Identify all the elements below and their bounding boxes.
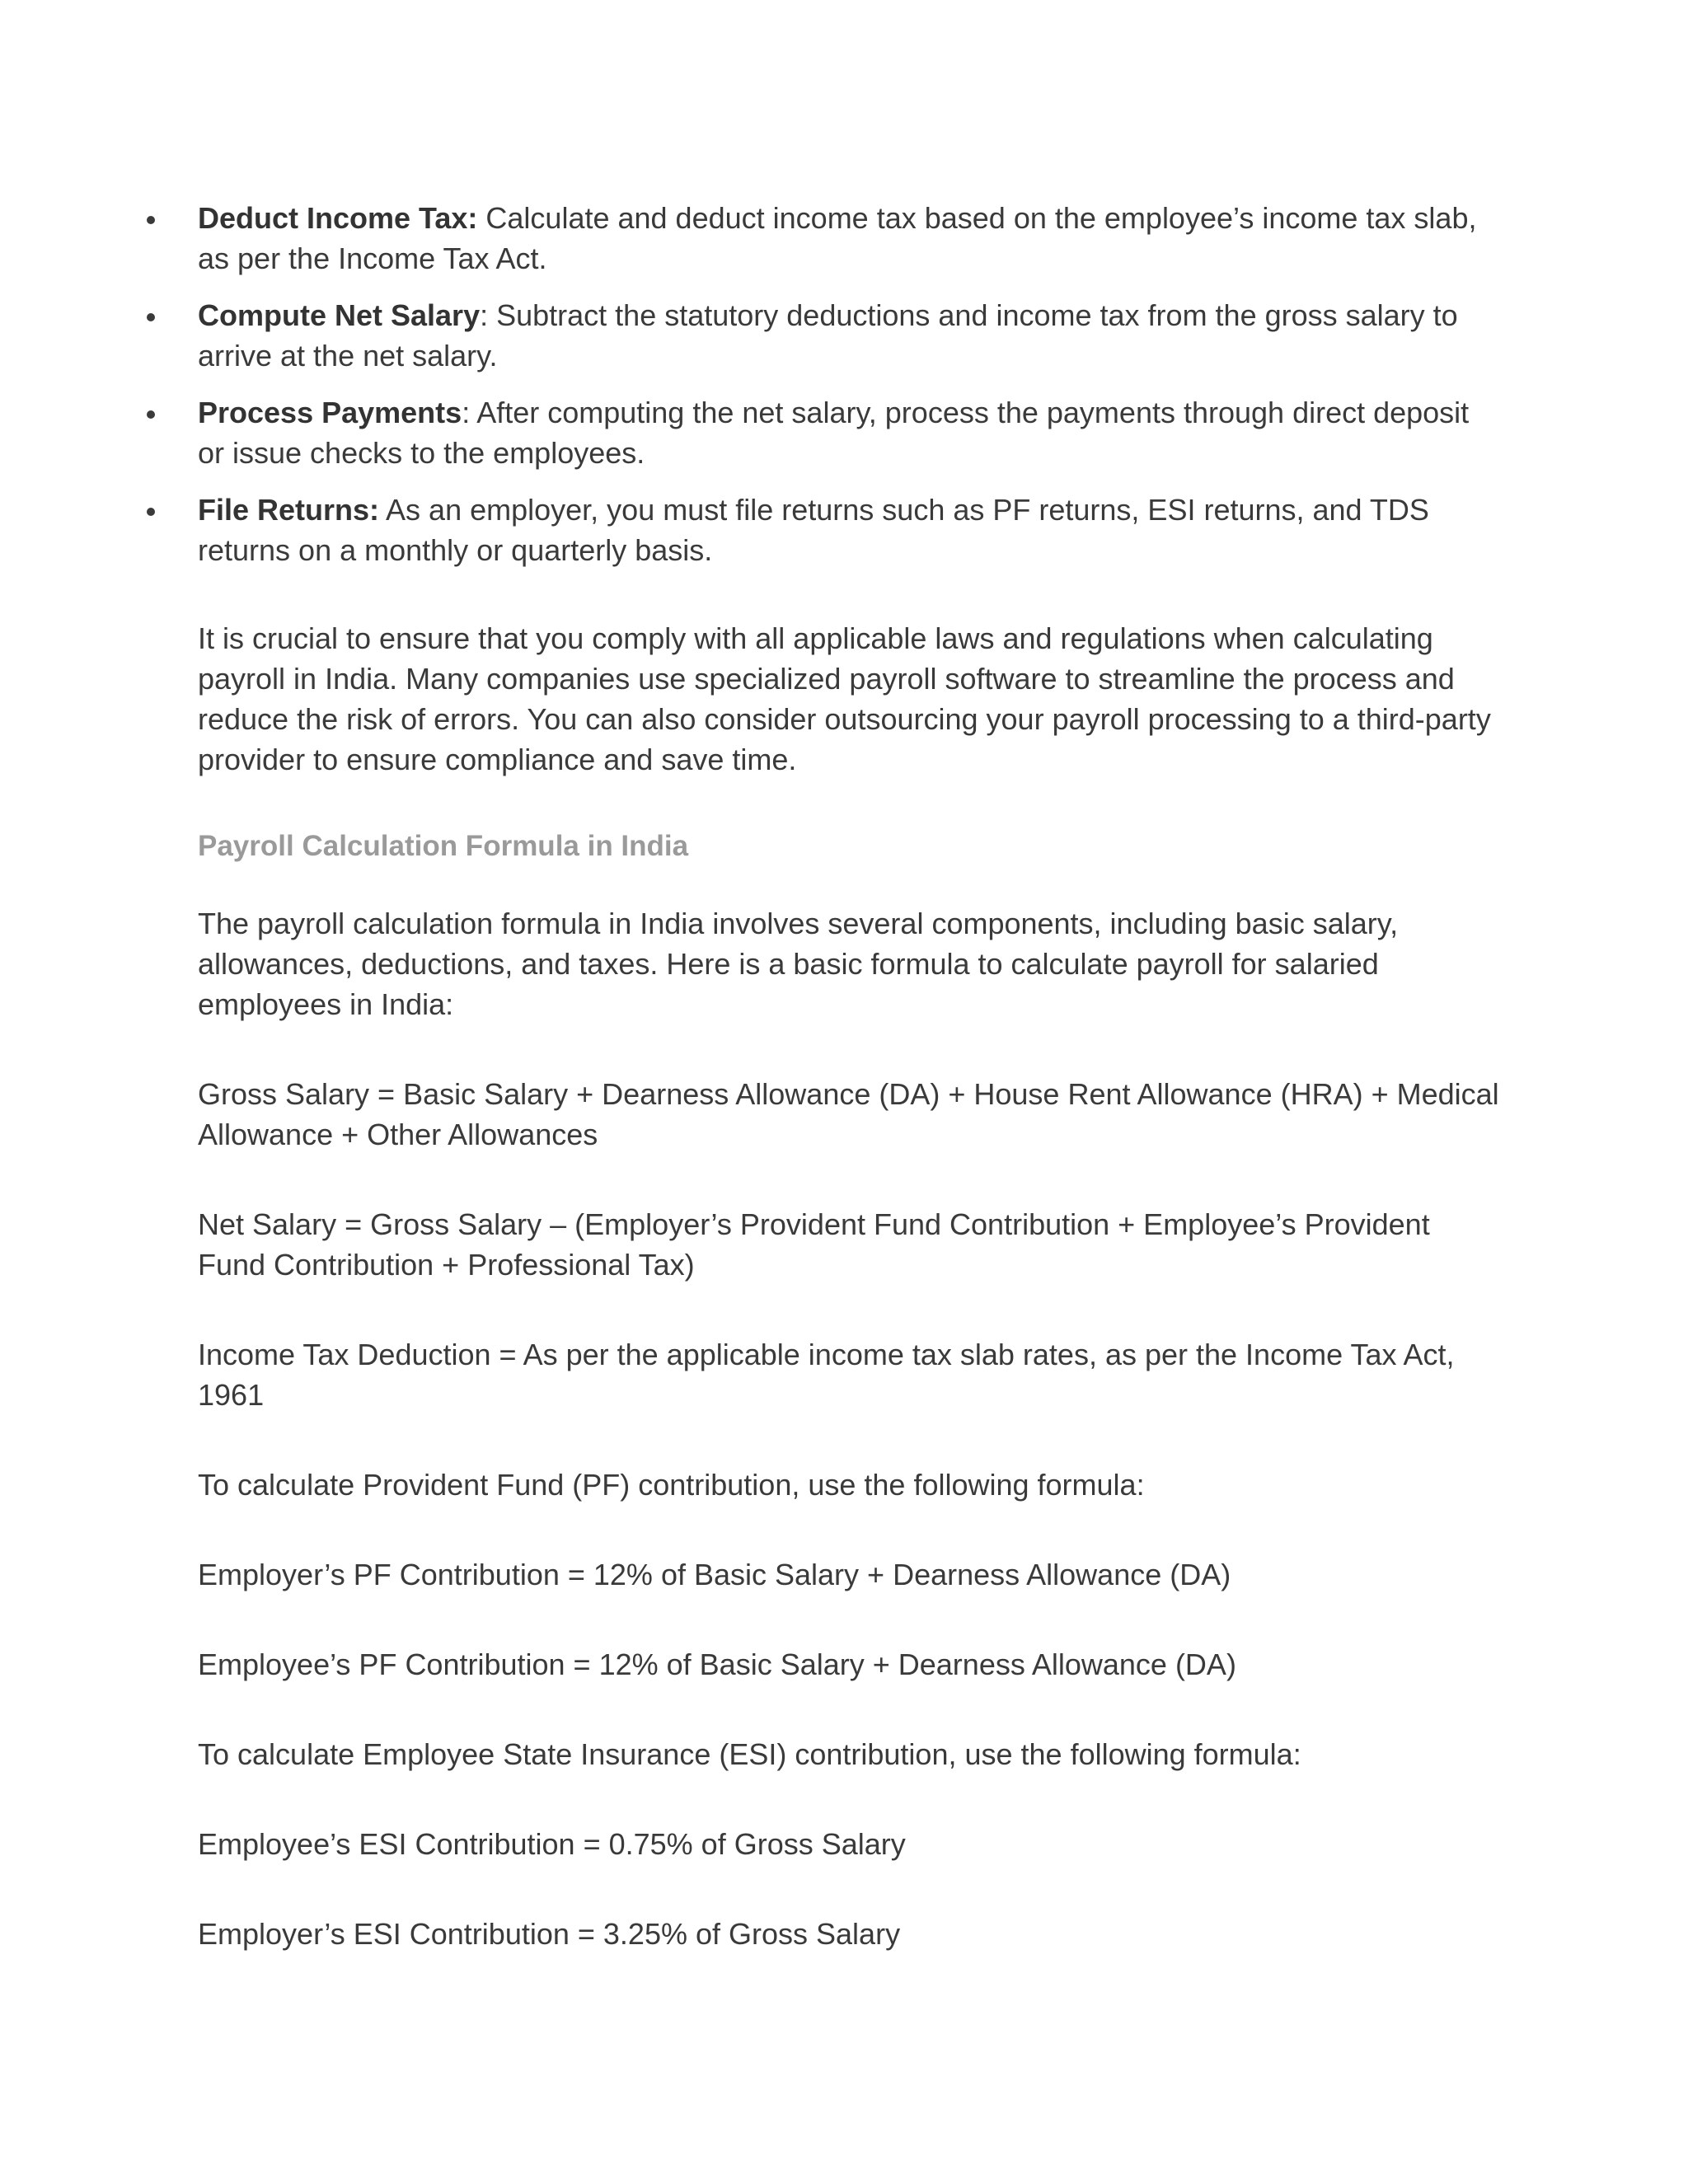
section-intro-paragraph: The payroll calculation formula in India involves several components, including basic salary, allowances, deductions, and taxes. Here is a basic formula to calculate payroll for salaried employees in India: [198,907,1399,1021]
employee-pf-formula: Employee’s PF Contribution = 12% of Basic Salary + Dearness Allowance (DA) [198,1647,1236,1681]
section-heading: Payroll Calculation Formula in India [198,830,689,862]
income-tax-formula: Income Tax Deduction = As per the applicable income tax slab rates, as per the Income Tax Act, 1961 [198,1338,1455,1412]
bullet-text: As an employer, you must file returns such as PF returns, ESI returns, and TDS returns on a monthly or quarterly basis. [198,493,1429,567]
gross-salary-formula: Gross Salary = Basic Salary + Dearness Allowance (DA) + House Rent Allowance (HRA) + Medical Allowance + Other Allowances [198,1077,1499,1151]
employee-esi-formula: Employee’s ESI Contribution = 0.75% of Gross Salary [198,1827,906,1861]
bullet-icon [147,216,155,224]
employer-esi-formula: Employer’s ESI Contribution = 3.25% of Gross Salary [198,1917,901,1951]
bullet-item-compute-net-salary [198,295,1500,376]
compliance-paragraph: It is crucial to ensure that you comply with all applicable laws and regulations when calculating payroll in India. Many companies use specialized payroll software to streamline the process and reduce the risk of errors. You can also consider outsourcing your payroll processing to a third-party provider to ensure compliance and save time. [198,621,1491,776]
bullet-icon [147,410,155,419]
bullet-item-file-returns [198,490,1500,570]
bullet-item-deduct-income-tax [198,198,1500,279]
pf-intro-text: To calculate Provident Fund (PF) contribution, use the following formula: [198,1468,1145,1502]
bullet-label: Process Payments [198,396,462,429]
bullet-icon [147,313,155,321]
bullet-label: File Returns: [198,493,380,527]
net-salary-formula: Net Salary = Gross Salary – (Employer’s Provident Fund Contribution + Employee’s Provident Fund Contribution + Professional Tax) [198,1207,1430,1282]
document-content [198,198,1500,1954]
bullet-text: Calculate and deduct income tax based on the employee’s income tax slab, as per the Income Tax Act. [198,201,1477,275]
employer-pf-formula: Employer’s PF Contribution = 12% of Basic Salary + Dearness Allowance (DA) [198,1558,1231,1591]
steps-bullet-list [198,198,1500,570]
bullet-icon [147,508,155,516]
bullet-label: Deduct Income Tax: [198,201,478,235]
bullet-label: Compute Net Salary [198,298,481,332]
bullet-item-process-payments [198,392,1500,473]
bullet-text: : After computing the net salary, process the payments through direct deposit or issue checks to the employees. [198,396,1470,470]
bullet-text: : Subtract the statutory deductions and income tax from the gross salary to arrive at the net salary. [198,298,1458,373]
esi-intro-text: To calculate Employee State Insurance (ESI) contribution, use the following formula: [198,1737,1301,1771]
